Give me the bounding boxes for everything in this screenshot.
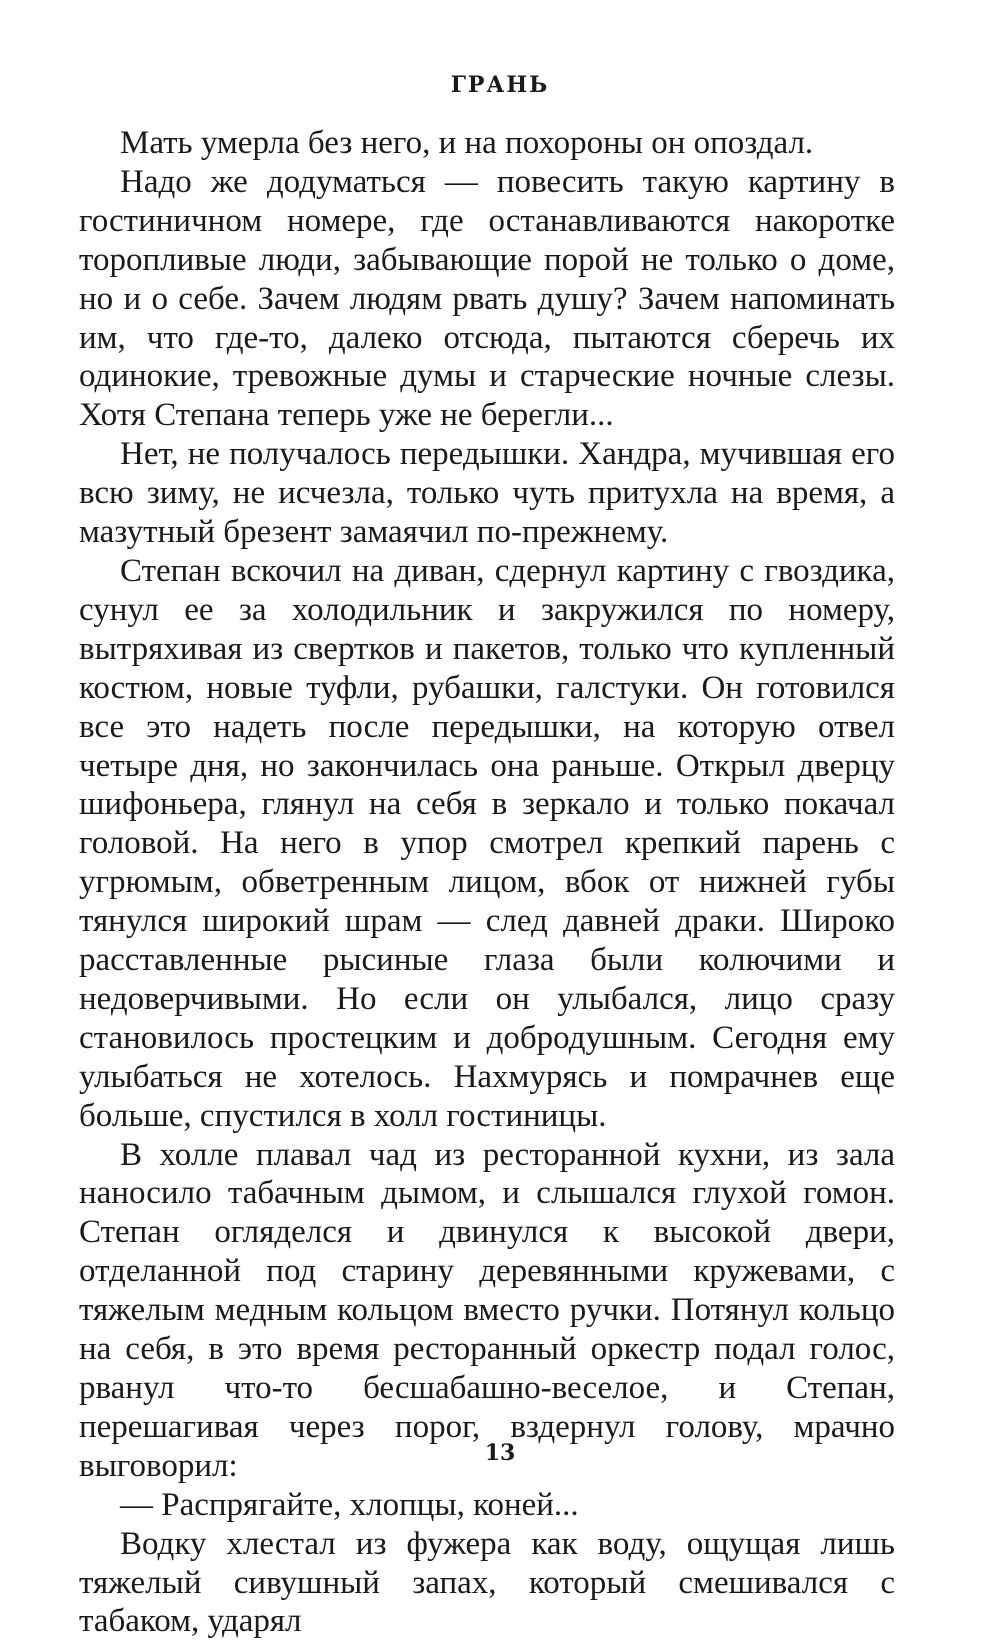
page-number: 13 <box>484 1440 516 1466</box>
paragraph-4: Степан вскочил на диван, сдернул картину с гвоздика, сунул ее за холодильник и закружился по номеру, вытряхивая из свертков и пакетов, только что купленный костюм, новые туфли, рубашки, галстуки. Он готовился все это надеть после передышки, на которую отвел четыре дня, но закончилась она раньше. Открыл дверцу шифоньера, глянул на себя в зеркало и только покачал головой. На него в упор смотрел крепкий парень с угрюмым, обветренным лицом, вбок от нижней губы тянулся широкий шрам — след давней драки. Широко расставленные рысиные глаза были колючими и недоверчивыми. Но если он улыбался, лицо сразу становилось простецким и добродушным. Сегодня ему улыбаться не хотелось. Нахмурясь и помрачнев еще больше, спустился в холл гостиницы. <box>79 552 895 1134</box>
paragraph-1: Мать умерла без него, и на похороны он опоздал. <box>120 125 814 161</box>
paragraph-2: Надо же додуматься — повесить такую картину в гостиничном номере, где останавливаются накоротке торопливые люди, забывающие порой не только о доме, но и о себе. Зачем людям рвать душу? Зачем напоминать им, что где-то, далеко отсюда, пытаются сберечь их одинокие, тревожные думы и старческие ночные слезы. Хотя Степана теперь уже не берегли... <box>79 163 895 434</box>
paragraph-6: — Распрягайте, хлопцы, коней... <box>120 1486 579 1523</box>
running-head: ГРАНЬ <box>450 72 550 98</box>
paragraph-5: В холле плавал чад из ресторанной кухни, из зала наносило табачным дымом, и слышался глухой гомон. Степан огляделся и двинулся к высокой двери, отделанной под старину деревянными кружевами, с тяжелым медным кольцом вместо ручки. Потянул кольцо на себя, в это время ресторанный оркестр подал голос, рванул что-то бесшабашно-веселое, и Степан, перешагивая через порог, вздернул голову, мрачно выговорил: <box>79 1136 895 1484</box>
paragraph-3: Нет, не получалось передышки. Хандра, мучившая его всю зиму, не исчезла, только чуть притухла на время, а мазутный брезент замаячил по-прежнему. <box>79 436 895 551</box>
paragraph-7: Водку хлестал из фужера как воду, ощущая лишь тяжелый сивушный запах, который смешивался с табаком, ударял <box>79 1525 895 1640</box>
body-text <box>79 124 895 1641</box>
